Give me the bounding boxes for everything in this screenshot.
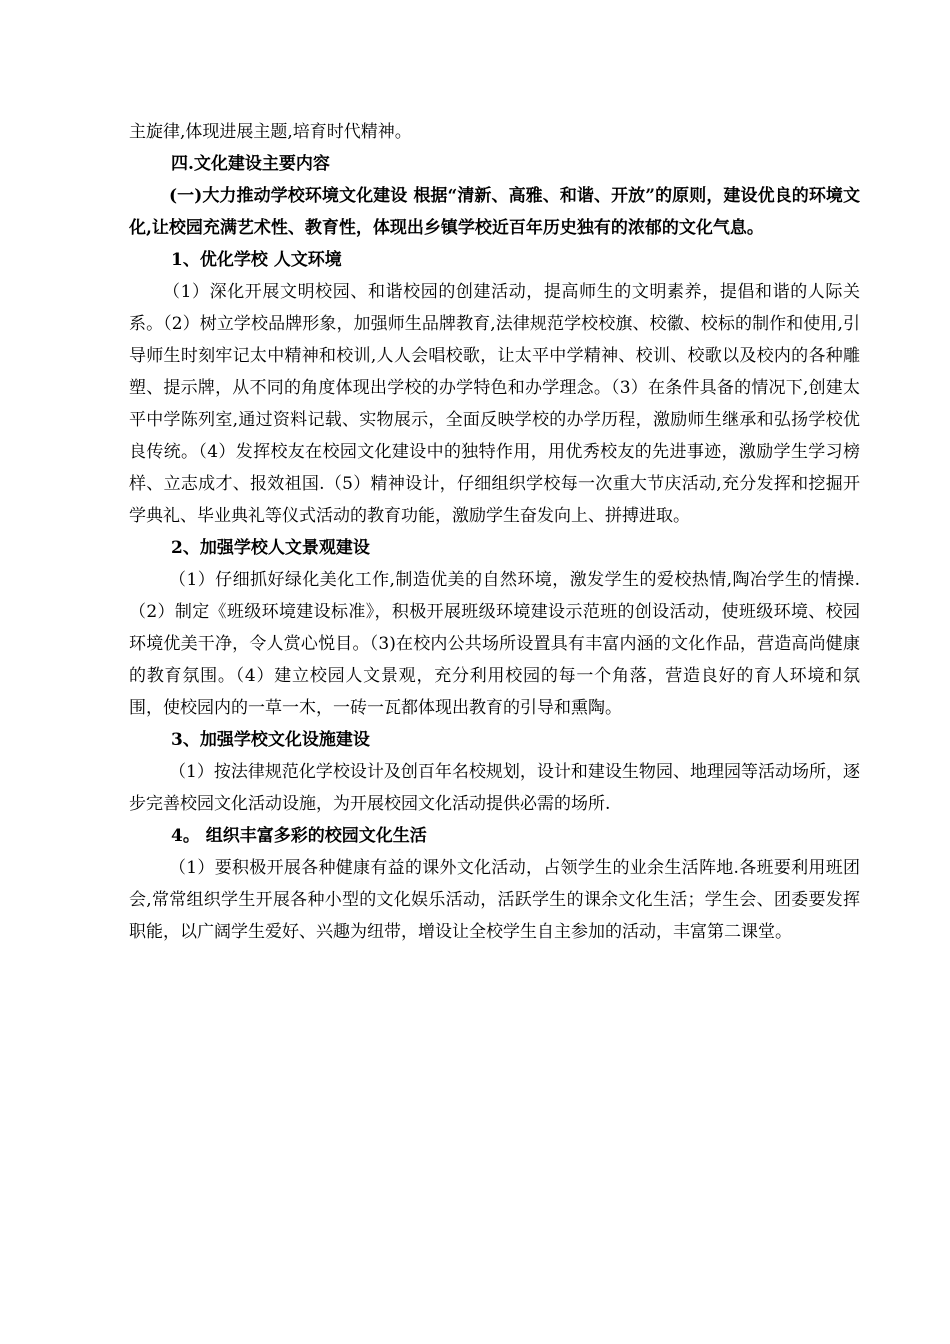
section-heading: 四.文化建设主要内容 — [171, 154, 330, 174]
item-4-body: （1）要积极开展各种健康有益的课外文化活动，占领学生的业余生活阵地.各班要利用班团会,常常组织学生开展各种小型的文化娱乐活动，活跃学生的课余文化生活；学生会、团委要发挥职能，以广阔学生爱好、兴趣为纽带，增设让全校学生自主参加的活动，丰富第二课堂。 — [129, 858, 860, 942]
item-3-heading: 3、加强学校文化设施建设 — [171, 730, 370, 750]
item-1-heading: 1、优化学校 人文环境 — [171, 250, 342, 270]
intro-line: 主旋律,体现进展主题,培育时代精神。 — [129, 122, 412, 142]
subsection-1-paragraph: (一)大力推动学校环境文化建设 根据“清新、高雅、和谐、开放”的原则，建设优良的环境文化,让校园充满艺术性、教育性，体现出乡镇学校近百年历史独有的浓郁的文化气息。 — [129, 186, 860, 238]
item-1-body: （1）深化开展文明校园、和谐校园的创建活动，提高师生的文明素养，提倡和谐的人际关系。（2）树立学校品牌形象，加强师生品牌教育,法律规范学校校旗、校徽、校标的制作和使用,引导师生时刻牢记太中精神和校训,人人会唱校歌，让太平中学精神、校训、校歌以及校内的各种雕塑、提示牌，从不同的角度体现出学校的办学特色和办学理念。（3）在条件具备的情况下,创建太平中学陈列室,通过资料记载、实物展示，全面反映学校的办学历程，激励师生继承和弘扬学校优良传统。（4）发挥校友在校园文化建设中的独特作用，用优秀校友的先进事迹，激励学生学习榜样、立志成才、报效祖国.（5）精神设计，仔细组织学校每一次重大节庆活动,充分发挥和挖掘开学典礼、毕业典礼等仪式活动的教育功能，激励学生奋发向上、拼搏进取。 — [129, 282, 860, 526]
item-4-heading: 4。 组织丰富多彩的校园文化生活 — [171, 826, 427, 846]
item-2-body: （1）仔细抓好绿化美化工作,制造优美的自然环境，激发学生的爱校热情,陶冶学生的情操.（2）制定《班级环境建设标准》，积极开展班级环境建设示范班的创设活动，使班级环境、校园环境优美干净，令人赏心悦目。（3)在校内公共场所设置具有丰富内涵的文化作品，营造高尚健康的教育氛围。（4）建立校园人文景观，充分利用校园的每一个角落，营造良好的育人环境和氛围，使校园内的一草一木，一砖一瓦都体现出教育的引导和熏陶。 — [129, 570, 860, 718]
item-2-heading: 2、加强学校人文景观建设 — [171, 538, 370, 558]
item-3-body: （1）按法律规范化学校设计及创百年名校规划，设计和建设生物园、地理园等活动场所，逐步完善校园文化活动设施，为开展校园文化活动提供必需的场所. — [129, 762, 860, 814]
